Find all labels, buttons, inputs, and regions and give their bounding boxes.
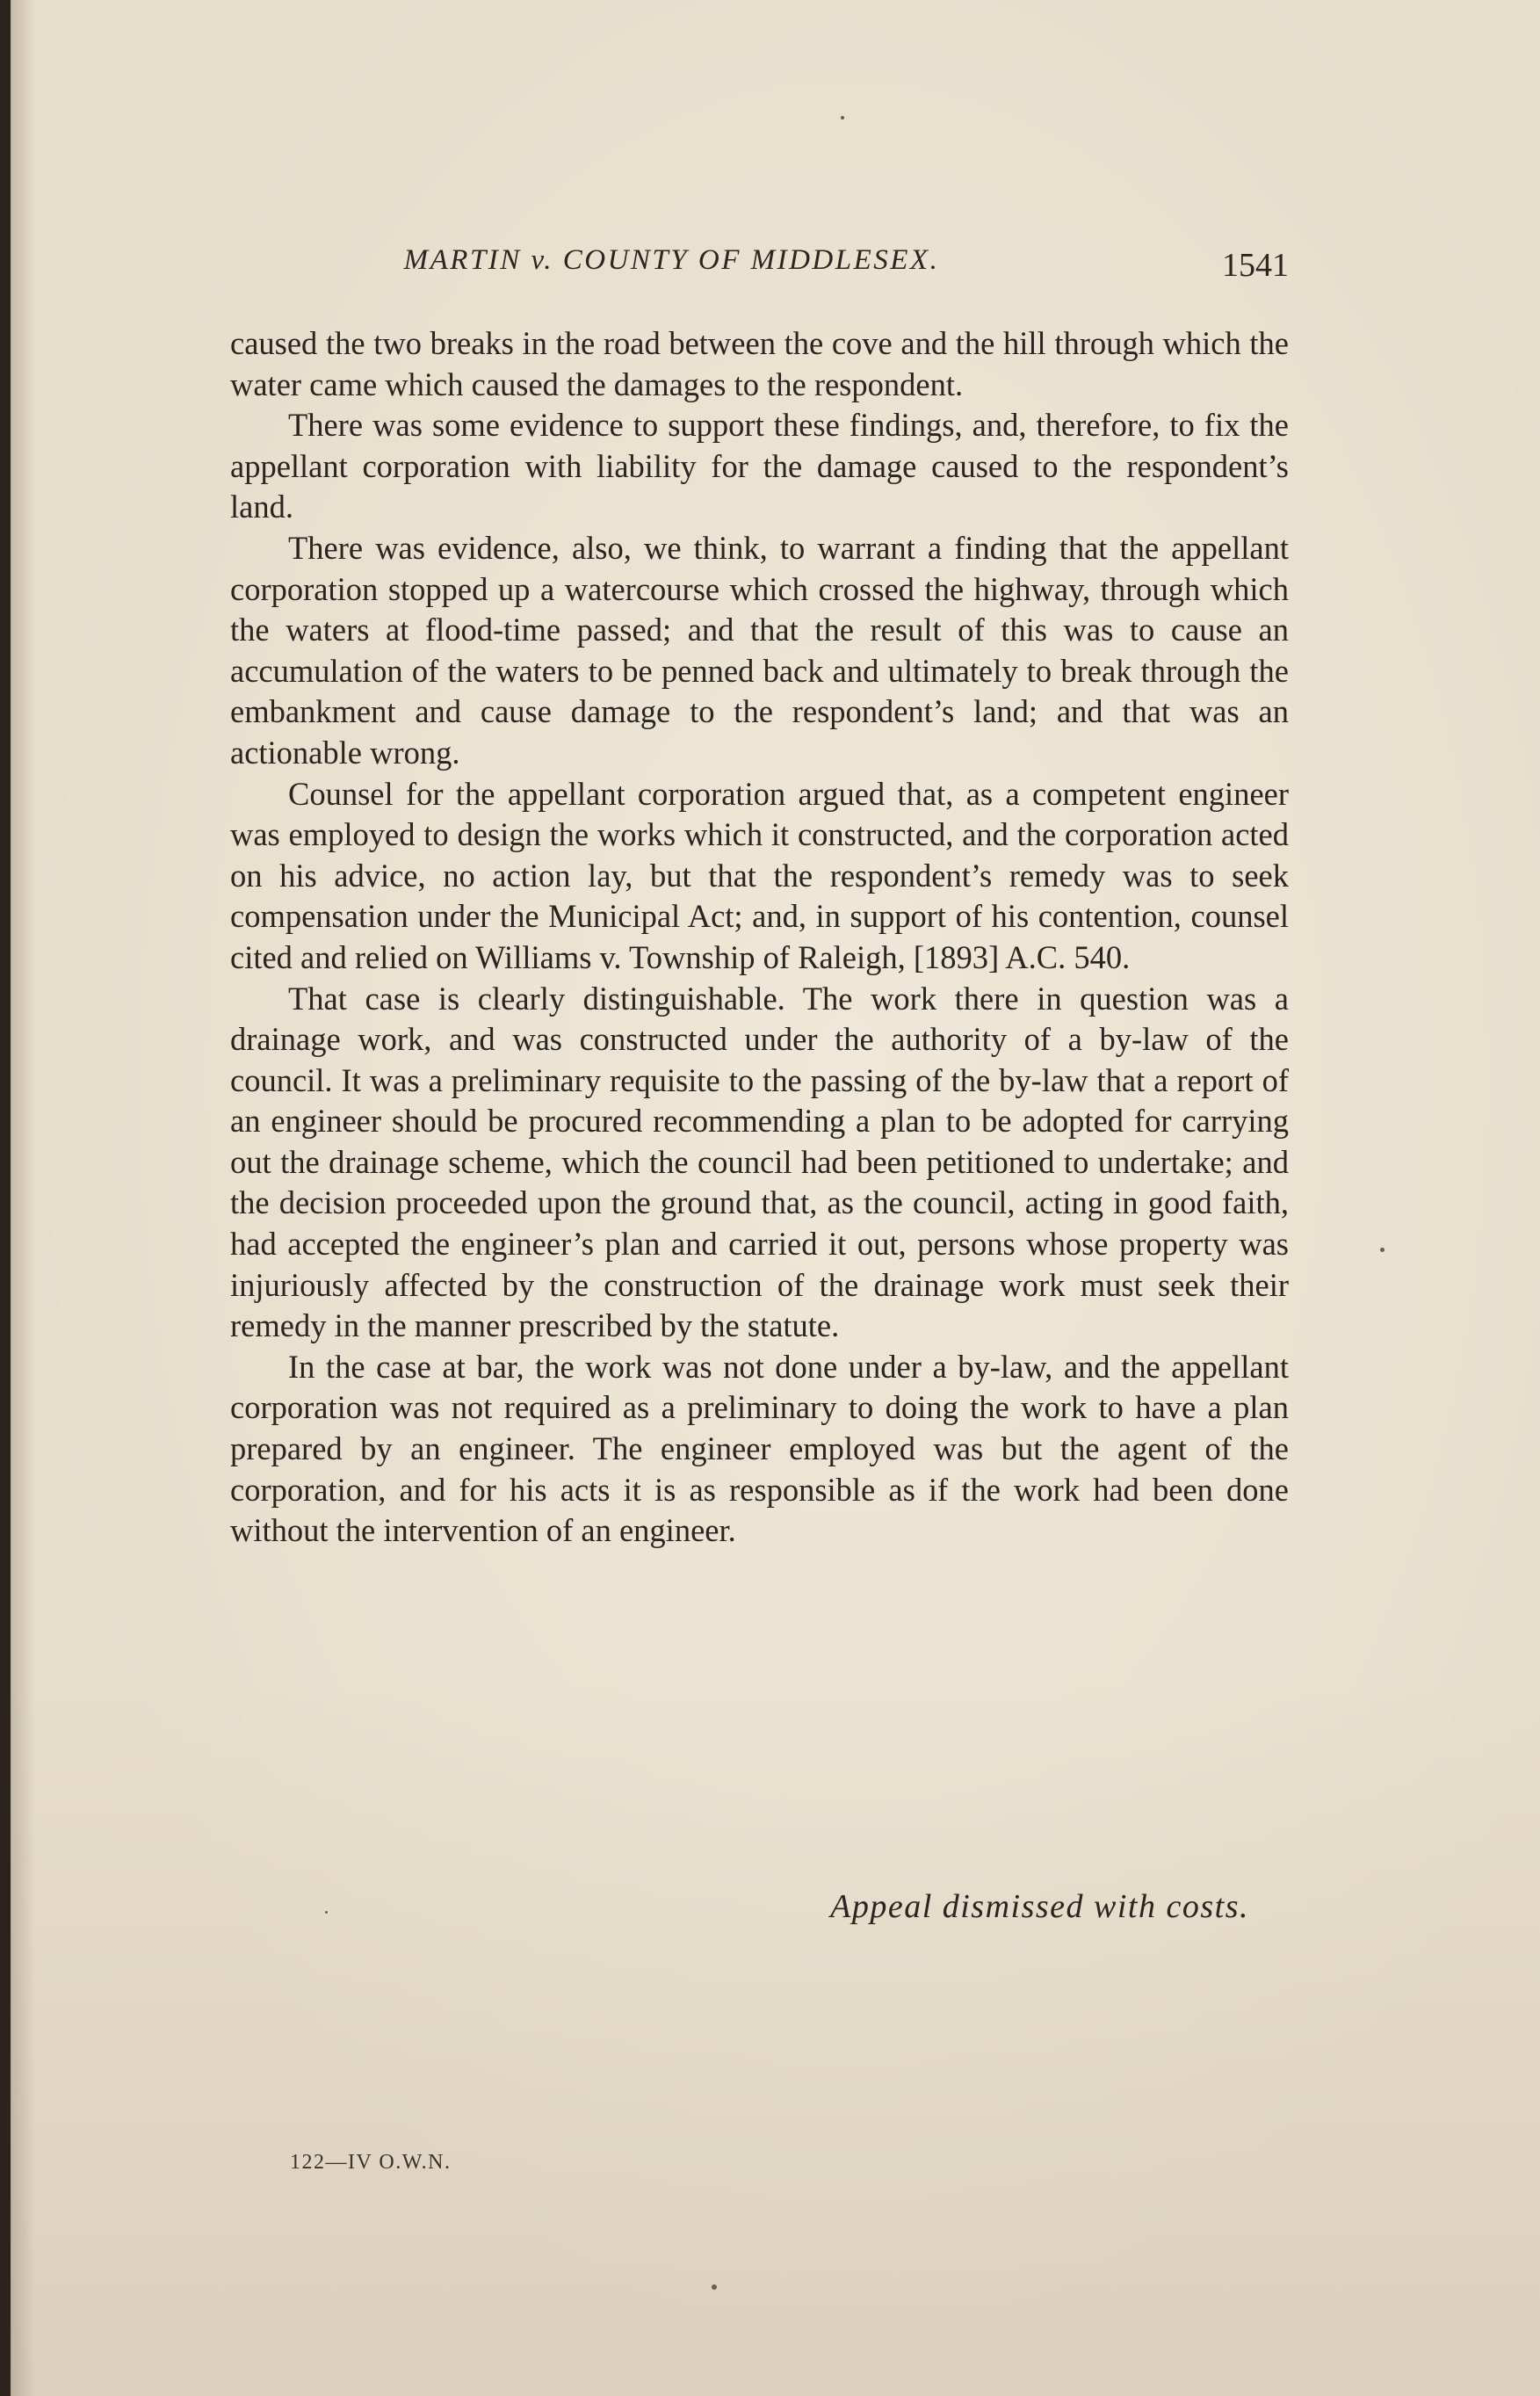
paper-speck xyxy=(712,2284,717,2290)
paragraph-1: caused the two breaks in the road between the cove and the hill through which the water came which caused the damages to the respondent. xyxy=(230,325,1289,402)
paragraph-4: Counsel for the appellant corporation argued that, as a competent engineer was employed to design the works which it constructed, and the corporation acted on his advice, no action lay, but that the respondent’s remedy was to seek compensation under the Municipal Act; and, in support of his contention, counsel cited and relied on Williams v. Township of Raleigh, [1893] A.C. 540. xyxy=(230,775,1289,975)
paper-speck xyxy=(325,1911,328,1914)
paragraph-3: There was evidence, also, we think, to warrant a finding that the appellant corporation stopped up a watercourse which crossed the highway, through which the waters at flood-time passed; and that the result of this was to cause an accumulation of the waters to be penned back and ultimately to break through the embankment and cause damage to the respondent’s land; and that was an actionable wrong. xyxy=(230,529,1289,771)
running-title: MARTIN v. COUNTY OF MIDDLESEX. xyxy=(403,244,940,276)
signature-mark: 122—IV O.W.N. xyxy=(290,2151,452,2174)
disposition: Appeal dismissed with costs. xyxy=(830,1888,1249,1925)
paper-speck xyxy=(841,116,844,119)
book-spine-shadow xyxy=(0,0,11,2396)
paragraph-2: There was some evidence to support these findings, and, therefore, to fix the appellant corporation with liability for the damage caused to the respondent’s land. xyxy=(230,407,1289,525)
paragraph-5: That case is clearly distinguishable. The work there in question was a drainage work, and was constructed under the authority of a by-law of the council. It was a preliminary requisite to the passing of the by-law that a report of an engineer should be procured recommending a plan to be adopted for carrying out the drainage scheme, which the council had been petitioned to undertake; and the decision proceeded upon the ground that, as the council, acting in good faith, had accepted the engineer’s plan and carried it out, persons whose property was injuriously affected by the construction of the drainage work must seek their remedy in the manner prescribed by the statute. xyxy=(230,980,1289,1344)
running-head xyxy=(230,239,1289,292)
paragraph-6: In the case at bar, the work was not done under a by-law, and the appellant corporation was not required as a preliminary to doing the work to have a plan prepared by an engineer. The engineer employed was but the agent of the corporation, and for his acts it is as responsible as if the work had been done without the intervention of an engineer. xyxy=(230,1348,1289,1549)
page-number: 1541 xyxy=(1222,247,1289,284)
body-text xyxy=(230,323,1289,1552)
paper-speck xyxy=(1380,1248,1385,1252)
